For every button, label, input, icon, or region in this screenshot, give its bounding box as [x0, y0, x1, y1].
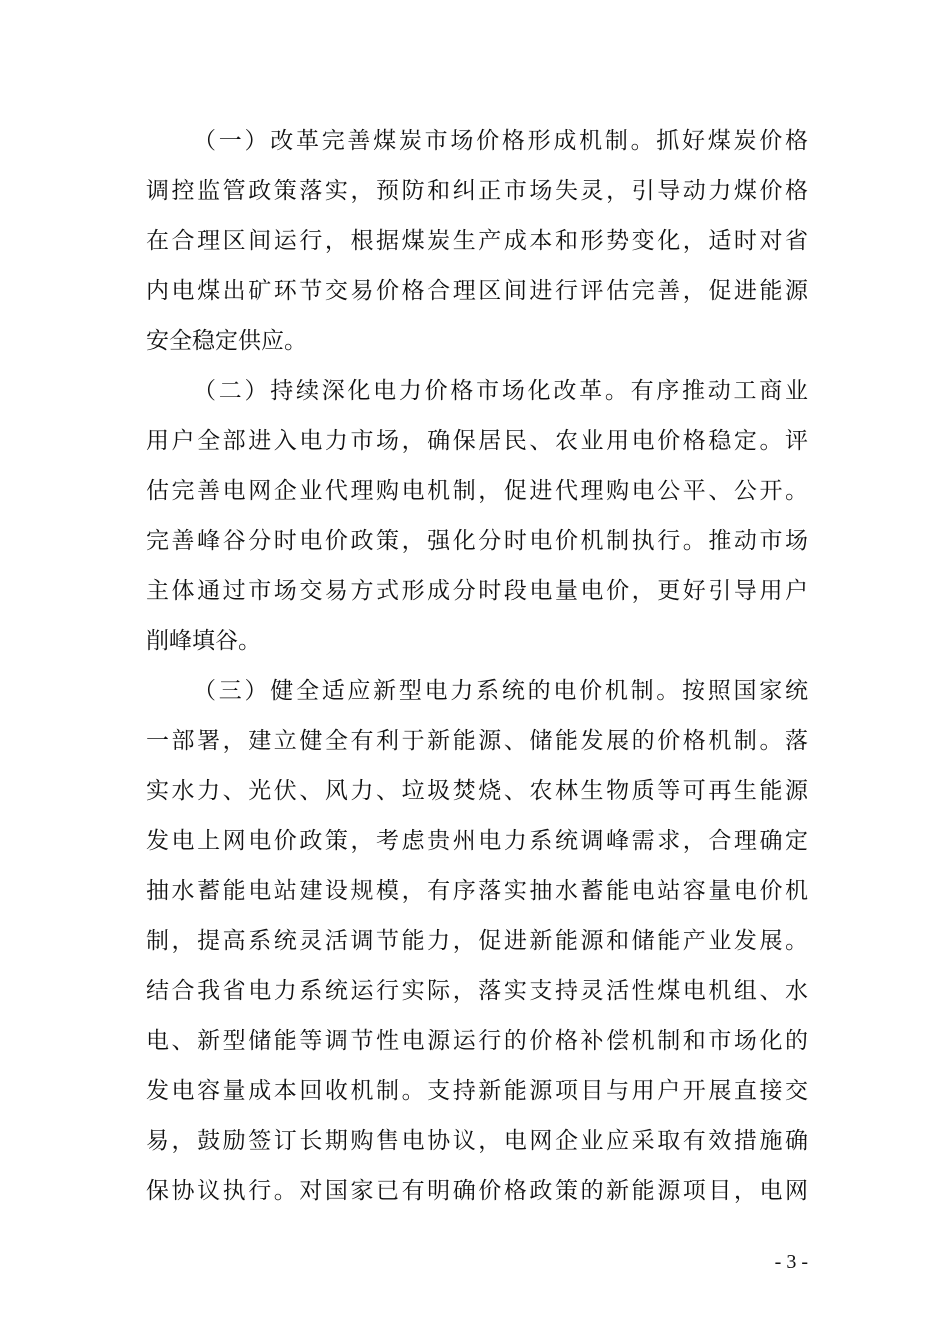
paragraph-3-line-11: 保协议执行。对国家已有明确价格政策的新能源项目，电网 [146, 1178, 808, 1204]
paragraph-3-line-4: 发电上网电价政策，考虑贵州电力系统调峰需求，合理确定 [146, 828, 808, 854]
body-text [146, 116, 808, 1216]
paragraph-2-line-2: 用户全部进入电力市场，确保居民、农业用电价格稳定。评 [146, 428, 808, 454]
paragraph-3-line-9: 发电容量成本回收机制。支持新能源项目与用户开展直接交 [146, 1078, 808, 1104]
paragraph-3-line-3: 实水力、光伏、风力、垃圾焚烧、农林生物质等可再生能源 [146, 778, 808, 804]
paragraph-3-line-8: 电、新型储能等调节性电源运行的价格补偿机制和市场化的 [146, 1028, 808, 1054]
paragraph-2-line-3: 估完善电网企业代理购电机制，促进代理购电公平、公开。 [146, 478, 808, 504]
paragraph-2-line-4: 完善峰谷分时电价政策，强化分时电价机制执行。推动市场 [146, 528, 808, 554]
paragraph-1-line-3: 在合理区间运行，根据煤炭生产成本和形势变化，适时对省 [146, 228, 808, 254]
paragraph-3-line-2: 一部署，建立健全有利于新能源、储能发展的价格机制。落 [146, 728, 808, 754]
paragraph-2-line-5: 主体通过市场交易方式形成分时段电量电价，更好引导用户 [146, 578, 808, 604]
paragraph-1-line-5: 安全稳定供应。 [146, 328, 307, 354]
paragraph-3-line-10: 易，鼓励签订长期购售电协议，电网企业应采取有效措施确 [146, 1128, 808, 1154]
paragraph-1-line-4: 内电煤出矿环节交易价格合理区间进行评估完善，促进能源 [146, 278, 808, 304]
paragraph-3-line-7: 结合我省电力系统运行实际，落实支持灵活性煤电机组、水 [146, 978, 808, 1004]
paragraph-3-line-1: （三）健全适应新型电力系统的电价机制。按照国家统 [193, 678, 808, 704]
paragraph-1-line-1: （一）改革完善煤炭市场价格形成机制。抓好煤炭价格 [193, 128, 808, 154]
paragraph-2-line-1: （二）持续深化电力价格市场化改革。有序推动工商业 [193, 378, 808, 404]
paragraph-3-line-5: 抽水蓄能电站建设规模，有序落实抽水蓄能电站容量电价机 [146, 878, 808, 904]
paragraph-2-line-6: 削峰填谷。 [146, 628, 261, 654]
page-number: - 3 - [774, 1251, 808, 1273]
paragraph-3-line-6: 制，提高系统灵活调节能力，促进新能源和储能产业发展。 [146, 928, 808, 954]
paragraph-1-line-2: 调控监管政策落实，预防和纠正市场失灵，引导动力煤价格 [146, 178, 808, 204]
